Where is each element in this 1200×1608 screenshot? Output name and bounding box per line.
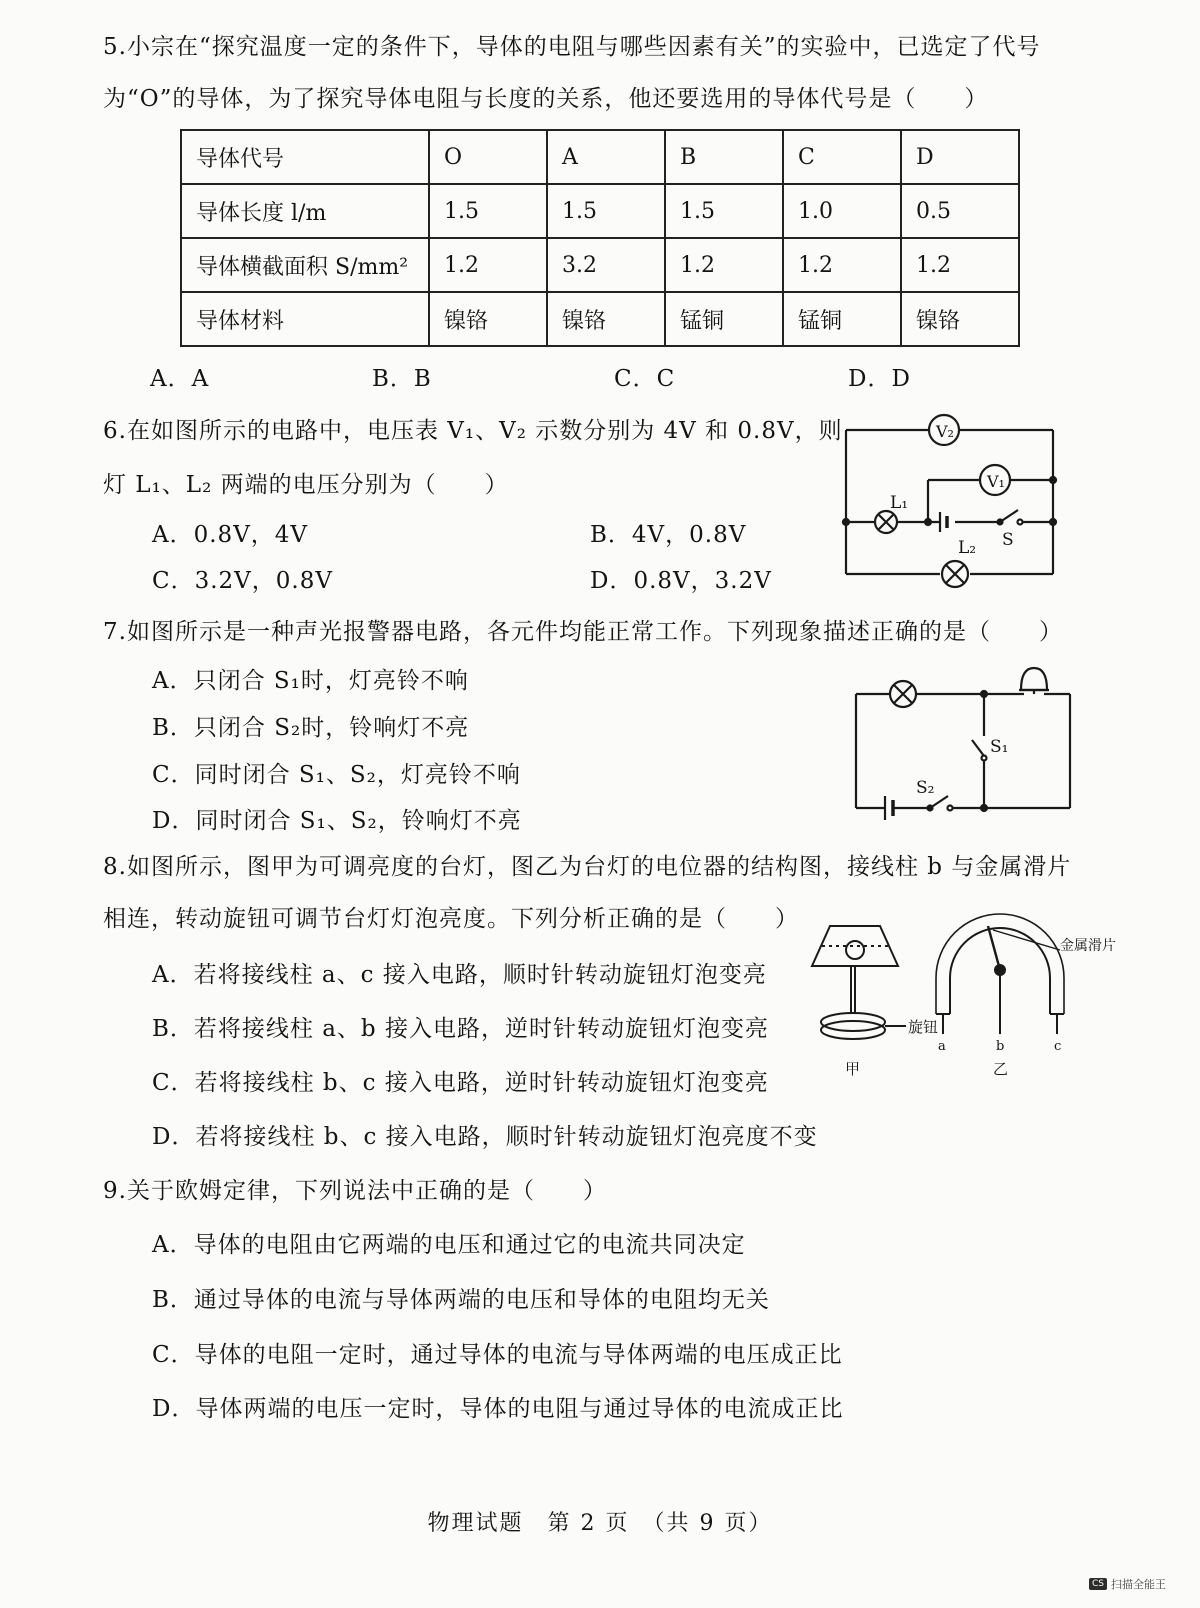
l2-label: L₂ xyxy=(958,538,977,558)
q9-option-a: A．导体的电阻由它两端的电压和通过它的电流共同决定 xyxy=(152,1232,746,1258)
table-header-cell: 导体长度 l/m xyxy=(181,184,429,238)
q7-option-c: C．同时闭合 S₁、S₂，灯亮铃不响 xyxy=(152,762,521,788)
table-cell: 1.2 xyxy=(783,238,901,292)
table-cell: C xyxy=(783,130,901,184)
table-cell: D xyxy=(901,130,1019,184)
q8-option-a: A．若将接线柱 a、c 接入电路，顺时针转动旋钮灯泡变亮 xyxy=(152,962,767,988)
q8-stem-line2: 相连，转动旋钮可调节台灯灯泡亮度。下列分析正确的是（ ） xyxy=(103,906,799,932)
table-cell: 1.5 xyxy=(429,184,547,238)
table-cell: 0.5 xyxy=(901,184,1019,238)
q6-option-d: D．0.8V，3.2V xyxy=(590,568,772,594)
q5-option-a: A．A xyxy=(150,366,210,392)
scanner-watermark xyxy=(1089,1576,1166,1592)
v2-label: V₂ xyxy=(936,422,954,441)
q5-option-d: D．D xyxy=(848,366,911,392)
q8-option-c: C．若将接线柱 b、c 接入电路，逆时针转动旋钮灯泡变亮 xyxy=(152,1070,769,1096)
table-cell: 1.2 xyxy=(429,238,547,292)
q9-stem-line1: 9.关于欧姆定律，下列说法中正确的是（ ） xyxy=(103,1178,607,1204)
page-footer: 物理试题 第 2 页 （共 9 页） xyxy=(427,1511,773,1536)
table-cell: 镍铬 xyxy=(547,292,665,346)
q8-option-b: B．若将接线柱 a、b 接入电路，逆时针转动旋钮灯泡变亮 xyxy=(152,1016,769,1042)
v1-label: V₁ xyxy=(987,472,1005,491)
s-label: S xyxy=(1002,530,1014,550)
table-cell: B xyxy=(665,130,783,184)
q6-option-b: B．4V，0.8V xyxy=(590,522,747,548)
q7-option-b: B．只闭合 S₂时，铃响灯不亮 xyxy=(152,715,470,741)
fig-jia-label: 甲 xyxy=(845,1060,861,1078)
table-cell: 锰铜 xyxy=(783,292,901,346)
q5-option-b: B．B xyxy=(372,366,432,392)
table-cell: 1.5 xyxy=(665,184,783,238)
table-cell: 1.0 xyxy=(783,184,901,238)
q8-stem-line1: 8.如图所示，图甲为可调亮度的台灯，图乙为台灯的电位器的结构图，接线柱 b 与金属滑片 xyxy=(103,854,1072,880)
q6-option-c: C．3.2V，0.8V xyxy=(152,568,333,594)
table-cell: 镍铬 xyxy=(901,292,1019,346)
table-header-cell: 导体横截面积 S/mm² xyxy=(181,238,429,292)
q8-option-d: D．若将接线柱 b、c 接入电路，顺时针转动旋钮灯泡亮度不变 xyxy=(152,1124,818,1150)
metal-slider xyxy=(988,926,1000,970)
s1-label: S₁ xyxy=(990,737,1009,757)
slider-label: 金属滑片 xyxy=(1060,938,1116,954)
q5-stem-line2: 为“O”的导体，为了探究导体电阻与长度的关系，他还要选用的导体代号是（ ） xyxy=(103,86,989,112)
q9-option-d: D．导体两端的电压一定时，导体的电阻与通过导体的电流成正比 xyxy=(152,1396,844,1422)
terminal-c-label: c xyxy=(1054,1039,1062,1054)
q5-stem-line1: 5.小宗在“探究温度一定的条件下，导体的电阻与哪些因素有关”的实验中，已选定了代号 xyxy=(103,34,1041,60)
q7-option-d: D．同时闭合 S₁、S₂，铃响灯不亮 xyxy=(152,808,522,834)
table-cell: A xyxy=(547,130,665,184)
table-cell: 3.2 xyxy=(547,238,665,292)
q7-option-a: A．只闭合 S₁时，灯亮铃不响 xyxy=(152,668,469,694)
knob-label: 旋钮 xyxy=(908,1018,939,1036)
q6-stem-line1: 6.在如图所示的电路中，电压表 V₁、V₂ 示数分别为 4V 和 0.8V，则 xyxy=(103,418,843,444)
watermark-text: 扫描全能王 xyxy=(1111,1578,1166,1591)
table-cell: O xyxy=(429,130,547,184)
table-header-cell: 导体代号 xyxy=(181,130,429,184)
table-header-cell: 导体材料 xyxy=(181,292,429,346)
terminal-a-label: a xyxy=(938,1039,946,1054)
q5-option-c: C．C xyxy=(614,366,676,392)
q7-stem-line1: 7.如图所示是一种声光报警器电路，各元件均能正常工作。下列现象描述正确的是（ ） xyxy=(103,619,1063,645)
q6-option-a: A．0.8V，4V xyxy=(152,522,309,548)
fig-yi-label: 乙 xyxy=(993,1060,1009,1078)
terminal-b-label: b xyxy=(996,1039,1005,1054)
q9-option-c: C．导体的电阻一定时，通过导体的电流与导体两端的电压成正比 xyxy=(152,1342,843,1368)
table-cell: 1.5 xyxy=(547,184,665,238)
q9-option-b: B．通过导体的电流与导体两端的电压和导体的电阻均无关 xyxy=(152,1287,770,1313)
q6-stem-line2: 灯 L₁、L₂ 两端的电压分别为（ ） xyxy=(103,472,509,498)
table-cell: 1.2 xyxy=(665,238,783,292)
table-cell: 镍铬 xyxy=(429,292,547,346)
l1-label: L₁ xyxy=(890,493,909,513)
s2-label: S₂ xyxy=(916,778,935,798)
table-cell: 1.2 xyxy=(901,238,1019,292)
cs-badge-icon: CS xyxy=(1089,1578,1107,1590)
table-cell: 锰铜 xyxy=(665,292,783,346)
